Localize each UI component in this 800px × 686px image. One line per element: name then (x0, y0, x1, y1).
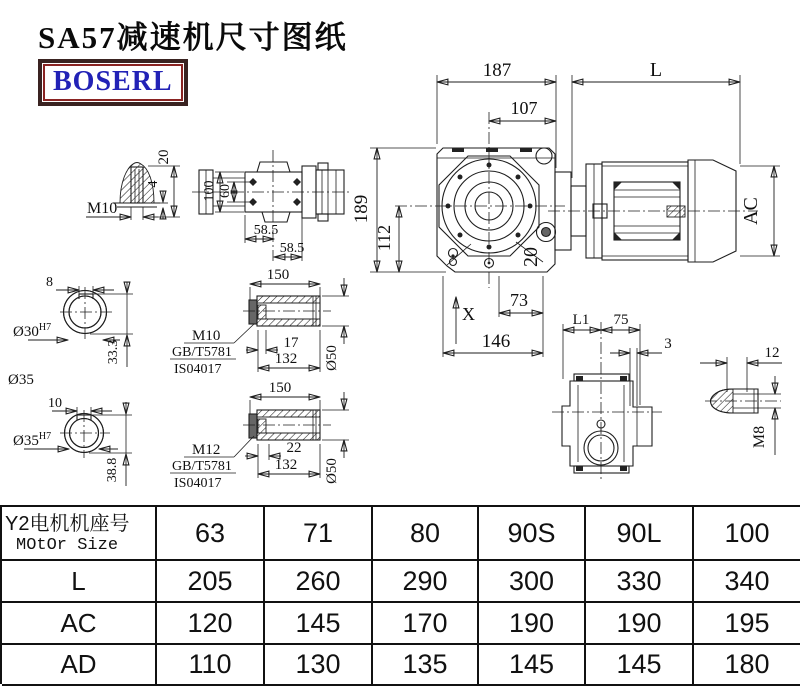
shaft1-bolt-label: M10 (192, 328, 221, 344)
dim-AC: AC (740, 197, 762, 225)
dim-12: 12 (764, 345, 780, 361)
table-header-en: MOtOr Size (16, 535, 119, 555)
dim-L: L (649, 59, 663, 81)
table-cell: 205 (157, 561, 265, 603)
gearbox-side-view (552, 312, 672, 482)
motor-size-80: 80 (373, 507, 479, 561)
dim-100: 100 (202, 180, 217, 202)
motor-size-90S: 90S (479, 507, 586, 561)
dim-73: 73 (510, 290, 528, 310)
dim-L1: L1 (572, 312, 590, 328)
dim-3: 3 (664, 336, 672, 352)
dim-20-plug: 20 (156, 149, 172, 165)
motor-size-71: 71 (265, 507, 373, 561)
row-label-AD: AD (2, 645, 157, 686)
shaft2-std1-label: GB/T5781 (172, 459, 232, 474)
table-cell: 190 (479, 603, 586, 645)
hollow-shaft-detail-1 (170, 267, 349, 377)
dim-20-face: 20 (520, 247, 542, 267)
table-cell: 120 (157, 603, 265, 645)
table-cell: 290 (373, 561, 479, 603)
bore-detail-2 (13, 396, 132, 486)
dim-58-5-b: 58.5 (279, 241, 305, 256)
table-cell: 330 (586, 561, 694, 603)
dim-10: 10 (48, 396, 62, 411)
table-cell: 145 (479, 645, 586, 686)
dim-38-8: 38.8 (105, 457, 120, 483)
dim-107: 107 (510, 98, 538, 118)
dim-187: 187 (482, 60, 512, 81)
table-cell: 195 (694, 603, 800, 645)
dim-s1-132: 132 (274, 351, 298, 367)
dim-146: 146 (481, 331, 511, 352)
dim-X: X (462, 304, 475, 324)
hollow-shaft-detail-2 (170, 380, 349, 491)
motor-size-90L: 90L (586, 507, 694, 561)
bore-detail-1 (8, 275, 133, 388)
table-header-motor-size (2, 507, 157, 561)
dim-bore2-dia: $Ø35^{H7}$ (13, 431, 52, 449)
page-title: SA57减速机尺寸图纸 (38, 20, 348, 55)
table-cell: 300 (479, 561, 586, 603)
shaft1-std1-label: GB/T5781 (172, 345, 232, 360)
table-cell: 130 (265, 645, 373, 686)
dim-m10-plug: M10 (87, 200, 118, 217)
dim-58-5-a: 58.5 (253, 223, 279, 238)
table-cell: 340 (694, 561, 800, 603)
row-label-L: L (2, 561, 157, 603)
motor-size-table (0, 505, 800, 684)
shaft1-std2-label: IS04017 (174, 362, 222, 377)
motor-size-100: 100 (694, 507, 800, 561)
table-cell: 135 (373, 645, 479, 686)
brand-logo-text: BOSERL (53, 66, 173, 97)
dim-s2-22: 22 (286, 440, 302, 456)
dim-4: 4 (146, 180, 161, 188)
table-cell: 180 (694, 645, 800, 686)
dim-dia35-label: Ø35 (8, 372, 34, 388)
dim-75: 75 (613, 312, 629, 328)
shaft2-bolt-label: M12 (192, 442, 221, 458)
table-header-cn: Y2电机机座号 (5, 512, 130, 535)
dim-bore1-dia: $Ø30^{H7}$ (13, 322, 52, 340)
row-label-AC: AC (2, 603, 157, 645)
screw-plug-detail (86, 150, 180, 221)
table-cell: 145 (586, 645, 694, 686)
table-cell: 170 (373, 603, 479, 645)
m8-plug-detail (700, 345, 782, 455)
table-cell: 145 (265, 603, 373, 645)
gearbox-top-view (192, 150, 352, 261)
dim-M8: M8 (751, 425, 768, 449)
table-cell: 260 (265, 561, 373, 603)
dim-60: 60 (218, 184, 233, 198)
dim-s2-132: 132 (274, 457, 298, 473)
table-cell: 190 (586, 603, 694, 645)
dim-s1-17: 17 (283, 335, 299, 351)
motor-size-63: 63 (157, 507, 265, 561)
dim-s2-dia50: Ø50 (324, 458, 340, 484)
dim-s2-150: 150 (268, 380, 292, 396)
dim-33-3: 33.3 (106, 339, 121, 365)
dim-112: 112 (374, 224, 394, 252)
dim-189: 189 (351, 194, 372, 224)
table-cell: 110 (157, 645, 265, 686)
dim-8: 8 (46, 275, 53, 290)
dim-s1-dia50: Ø50 (324, 345, 340, 371)
gearbox-front-view (351, 59, 780, 357)
shaft2-std2-label: IS04017 (174, 476, 222, 491)
dim-s1-150: 150 (266, 267, 290, 283)
